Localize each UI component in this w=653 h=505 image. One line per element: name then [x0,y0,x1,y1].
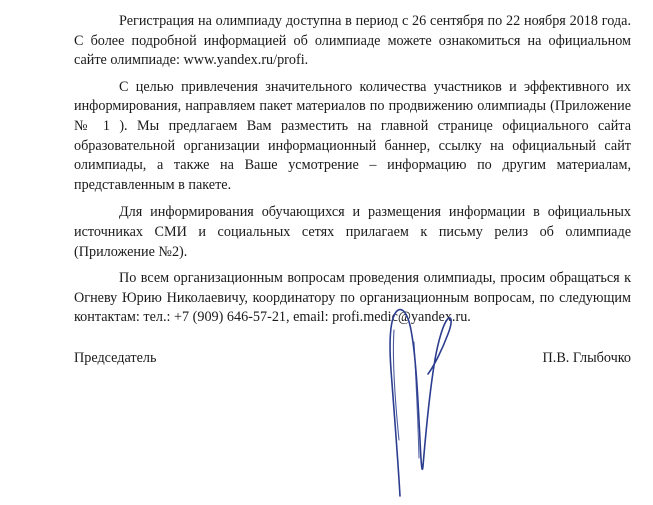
signoff-row [74,349,631,369]
signatory-title: Председатель [74,350,157,366]
paragraph-media: Для информирования обучающихся и размещения информации в официальных источниках СМИ и социальных сетях прилагаем к письму релиз об олимпиаде (Приложение №2). [74,204,631,260]
paragraph-promotion: С целью привлечения значительного количества участников и эффективного их информирования, направляем пакет материалов по продвижению олимпиады (Приложение № 1 ). Мы предлагаем Вам разместить на главной странице официального сайта образовательной организации информационный баннер, ссылку на официальный сайт олимпиады, а также на Ваше усмотрение – информацию по другим материалам, представленным в пакете. [74,78,631,193]
letter-body [74,12,631,335]
paragraph-registration: Регистрация на олимпиаду доступна в период с 26 сентября по 22 ноября 2018 года. С более подробной информацией об олимпиаде можете ознакомиться на официальном сайте олимпиаде: www.yandex.ru/profi. [74,13,631,69]
handwritten-signature [378,290,458,502]
signatory-name: П.В. Глыбочко [542,350,631,366]
paragraph-contacts: По всем организационным вопросам проведения олимпиады, просим обращаться к Огневу Юрию Николаевичу, координатору по организационным вопросам, по следующим контактам: тел.: +7 (909) 646-57-21, email: profi.medic@yandex.ru. [74,270,631,326]
